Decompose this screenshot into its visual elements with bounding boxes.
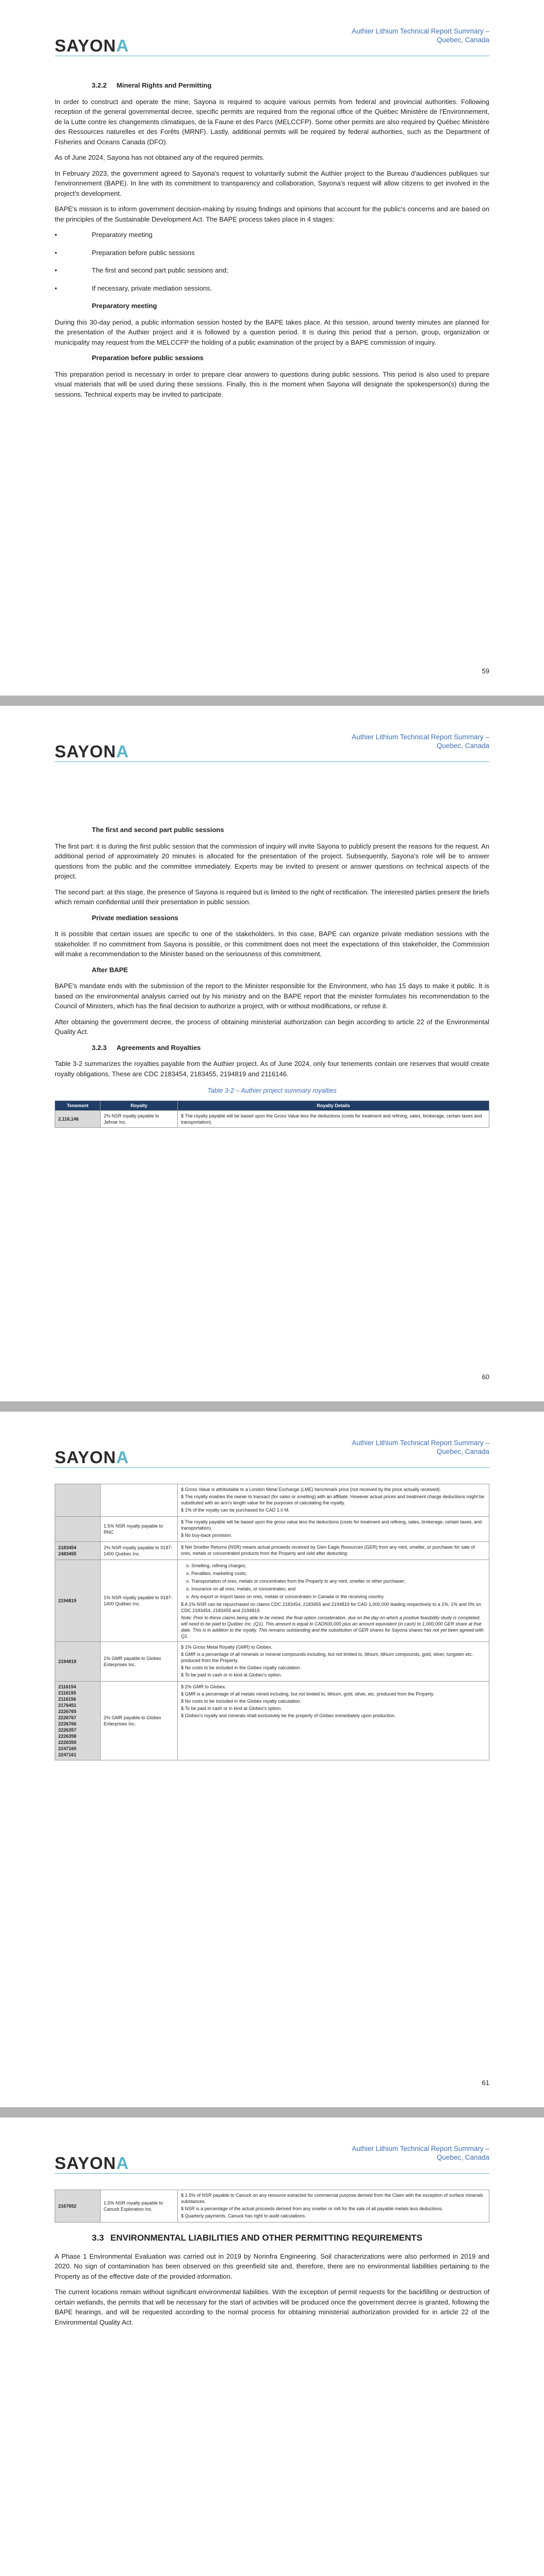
paragraph: It is possible that certain issues are specific to one of the stakeholders. In this case, BAPE can organize private mediation sessions with the stakeholder. If no commitment from Sayona is possible, or this commitment does not meet the expectations of this stakeholder, the Commission will make a recommendation to the Minister based on the seriousness of this commitment. [55, 930, 489, 958]
royalty-cell: 2% NSR royalty payable to 9187-1400 Québec Inc. [101, 1542, 178, 1560]
table-row [55, 1682, 489, 1760]
page-60 [0, 706, 544, 1401]
table-row [55, 1542, 489, 1560]
page-62 [0, 2117, 544, 2576]
page-header [0, 1412, 544, 1473]
table-row [55, 1560, 489, 1642]
paragraph: BAPE's mission is to inform government decision-making by issuing findings and opinions that account for the public's concerns and are based on the principles of the Sustainable Development Act. The BAPE process takes place in 4 stages: [55, 205, 489, 223]
paragraph: During this 30-day period, a public information session hosted by the BAPE takes place. At this session, around twenty minutes are planned for the presentation of the Authier project and it is followed by a question period. It is during this period that a person, group, organization or municipality may request from the MELCCFP the holding of a public examination of the project by a BAPE commission of inquiry. [55, 318, 489, 346]
details-cell: o. Smelting, refining charges; o. Penalties, marketing costs; o. Transportation of ores, metals or concentrates from the Property to any mint, smelter or other purchaser; o. Insurance on all ores, metals, or concentrates; and o. Any export or import taxes on ores, metals or concentrates in Canada or the receiving country. $ A 1% NSR can be repurchased on claims CDC 2183454, 2183455 and 2194819 for CAD 1,000,000 leading respectively to a 1%, 1% and 0% on CDC 2183454, 2183455 and 2194819. Note: Prior to these claims being able to be mined, the final option consideration, due on the day on which a positive feasibility study is completed, will need to be paid to Québec Inc. (Q1). This amount is equal to CAD500,000 plus an amount equivalent (in cash) to 1,000,000 GER share at that date. This is in addition to the royalty. This remains outstanding and the substitution of GER shares for Sayona shares has not yet been agreed with Q1. [178, 1560, 489, 1642]
table-header-row [55, 1100, 489, 1110]
report-title: Authier Lithium Technical Report Summary – Quebec, Canada [352, 2145, 489, 2161]
details-cell: $ 2% GMR to Globex. $ GMR is a percentage of all metals mined including, but not limited to, lithium, gold, silver, etc. produced from the Property. $ No costs to be included in the Globex royalty calculation. $ To be paid in cash or in kind at Globex's option. $ Globex's royalty and minerals shall exclusively be the property of Globex immediately upon production. [178, 1682, 489, 1760]
tenement-cell: 2183454 2483455 [55, 1542, 101, 1560]
page-header [0, 2117, 544, 2179]
sayona-logo: SAYONA [55, 2154, 129, 2173]
page-content [55, 822, 489, 1128]
page-59 [0, 0, 544, 696]
page-number: 61 [482, 2079, 489, 2087]
section-heading: 3.2.2 Mineral Rights and Permitting [92, 81, 212, 89]
royalty-cell: 1.5% NSR royalty payable to RNC [101, 1517, 178, 1542]
tenement-cell: 2167652 [55, 2190, 101, 2223]
paragraph: A Phase 1 Environmental Evaluation was carried out in 2019 by Norinfra Engineering. Soil characterizations were also performed in 2019 and 2020. No sign of contamination has been observed on this greenfield site and, therefore, there are no environmental liabilities pertaining to the Property as of the effective date of the provided information. [55, 2252, 489, 2280]
page-header [0, 0, 544, 62]
sayona-logo: SAYONA [55, 742, 129, 761]
details-cell: $ Net Smelter Returns (NSR) means actual proceeds received by Glen Eagle Resources (GER) from any mint, smelter, or purchaser for sale of ores, metals or concentrated products from the Property and sold after deducting: [178, 1542, 489, 1560]
header-divider [55, 2173, 489, 2174]
royalty-cell: 1% NSR royalty payable to 9187-1400 Québec Inc. [101, 1560, 178, 1642]
table-row [55, 2190, 489, 2223]
royalty-cell [101, 1484, 178, 1517]
header-divider [55, 761, 489, 762]
page-number: 59 [482, 667, 489, 675]
details-cell: $ The royalty payable will be based upon the gross value less the deductions (costs for treatment and refining, sales, brokerage, certain taxes, and transportation). $ No buy-back provision. [178, 1517, 489, 1542]
details-cell: $ 1.5% of NSR payable to Canuck on any resource extracted for commercial purpose derived from the Claim with the exception of surface minerals substances. $ NSR is a percentage of the actual proceeds derived from any smelter or mill for the sale of all payable metals less deductions. $ Quarterly payments. Canuck has right to audit calculations. [178, 2190, 489, 2223]
page-number: 60 [482, 1373, 489, 1381]
page-61 [0, 1412, 544, 2107]
tenement-cell: 2,116,146 [55, 1110, 101, 1127]
tenement-cell [55, 1484, 101, 1517]
paragraph: The current locations remain without significant environmental liabilities. With the exception of permit requests for the backfilling or destruction of certain wetlands, the permits that will be necessary for the start of activities will be produced once the government decree is granted, following the BAPE hearings, and will be requested according to the normal process for obtaining ministerial authorization provided for in article 22 of the Environmental Quality Act. [55, 2288, 489, 2326]
tenement-cell [55, 1517, 101, 1542]
page-content [55, 77, 489, 405]
table-caption: Table 3-2 – Authier project summary royalties [207, 1087, 337, 1094]
list-item: • The first and second part public sessions and; [55, 265, 489, 276]
paragraph: In order to construct and operate the mine, Sayona is required to acquire various permits from federal and provincial authorities. Following reception of the general governmental decree, specific permits are required from the regional office of the Québec Ministère de l'Environnement, de la Lutte contre les changements climatiques, de la Faune et des Parcs (MELCCFP). Some other permits are also required by Québec Ministère des Ressources naturelles et des Forêts (MRNF). Lastly, additional permits will be required by federal authorities, such as the Department of Fisheries and Oceans Canada (DFO). [55, 97, 489, 146]
column-header: Royalty Details [178, 1100, 489, 1110]
section-heading: 3.3 ENVIRONMENTAL LIABILITIES AND OTHER PERMITTING REQUIREMENTS [92, 2233, 423, 2243]
report-title: Authier Lithium Technical Report Summary – Quebec, Canada [352, 1439, 489, 1455]
paragraph: Table 3-2 summarizes the royalties payable from the Authier project. As of June 2024, only four tenements contain ore reserves that would create royalty obligations. These are CDC 2183454, 2183455, 2194819 and 2116146. [55, 1060, 489, 1078]
column-header: Royalty [101, 1100, 178, 1110]
paragraph: In February 2023, the government agreed to Sayona's request to voluntarily submit the Authier project to the Bureau d'audiences publiques sur l'environnement (BAPE). In line with its commitment to transparency and collaboration, Sayona's request will allow citizens to get involved in the project's development. [55, 169, 489, 197]
table-row [55, 1517, 489, 1542]
paragraph: BAPE's mandate ends with the submission of the report to the Minister responsible for the Environment, who has 15 days to make it public. It is based on the environmental analysis carried out by his ministry and on the BAPE report that the minister formulates his recommendation to the Council of Ministers, which has the final decision to authorize a project, with or without modifications, or refuse it. [55, 982, 489, 1010]
royalty-table-continued [55, 1484, 489, 1760]
table-row [55, 1484, 489, 1517]
royalty-table-continued [55, 2190, 489, 2223]
bape-stages-list [55, 230, 489, 293]
royalty-cell: 1.5% NSR royalty payable to Canuck Exploration Inc. [101, 2190, 178, 2223]
paragraph: The first part: it is during the first public session that the commission of inquiry will invite Sayona to publicly present the reasons for the request. An additional period of approximately 20 minutes is allocated for the presentation of the project. Subsequently, Sayona's role will be to answer questions from the public and the committee immediately. Experts may be invited to present or answer questions on technical aspects of the project. [55, 842, 489, 880]
subheading: Preparation before public sessions [92, 354, 204, 362]
paragraph: After obtaining the government decree, the process of obtaining ministerial authorization can begin according to article 22 of the Environmental Quality Act. [55, 1018, 489, 1036]
page-content [55, 1484, 489, 1760]
royalty-cell: 1% GMR payable to Globex Enterprises Inc. [101, 1642, 178, 1682]
subheading: After BAPE [92, 965, 128, 974]
table-row [55, 1110, 489, 1127]
paragraph: As of June 2024, Sayona has not obtained any of the required permits. [55, 154, 265, 161]
royalty-table [55, 1100, 489, 1128]
subheading: The first and second part public sessions [92, 826, 224, 834]
report-title: Authier Lithium Technical Report Summary – Quebec, Canada [352, 27, 489, 44]
page-content [55, 2190, 489, 2333]
page-header [0, 706, 544, 768]
details-cell: $ 1% Gross Metal Royalty (GMR) to Globex. $ GMR is a percentage of all minerals or mineral compounds including, but not limited to, lithium, lithium compounds, gold, silver, tungsten etc. produced from the Property. $ No costs to be included in the Globex royalty calculation. $ To be paid in cash or in kind at Globex's option. [178, 1642, 489, 1682]
subheading: Preparatory meeting [92, 302, 157, 310]
section-heading: 3.2.3 Agreements and Royalties [92, 1043, 201, 1052]
paragraph: The second part: at this stage, the presence of Sayona is required but is limited to the right of rectification. The interested parties present the briefs which remain confidential until their presentation in public session. [55, 888, 489, 906]
sayona-logo: SAYONA [55, 36, 129, 55]
royalty-cell: 2% NSR royalty payable to Jefmar Inc. [101, 1110, 178, 1127]
royalty-cell: 2% GMR payable to Globex Enterprises Inc. [101, 1682, 178, 1760]
column-header: Tenement [55, 1100, 101, 1110]
sayona-logo: SAYONA [55, 1448, 129, 1467]
table-row [55, 1642, 489, 1682]
paragraph: This preparation period is necessary in order to prepare clear answers to questions during public sessions. This period is also used to prepare visual materials that will be used during these sessions. Finally, this is the moment when Sayona will designate the spokesperson(s) during the sessions. Technical experts may be invited to participate. [55, 370, 489, 398]
details-cell: $ Gross Value is attributable to a London Metal Exchange (LME) benchmark price (not received by the price actually received). $ The royalty enables the owner to transact (for sales or smelting) with an affiliate. However actual prices and treatment charge deductions might be substituted with an arm's length value for the purposes of calculating the royalty. $ 1% of the royalty can be purchased for CAD 1.0 M. [178, 1484, 489, 1517]
tenement-cell: 2194819 [55, 1642, 101, 1682]
list-item: • If necessary, private mediation sessions. [55, 283, 489, 294]
details-cell: $ The royalty payable will be based upon the Gross Value less the deductions (costs for treatment and refining, sales, brokerage, certain taxes and transportation). [178, 1110, 489, 1127]
list-item: • Preparation before public sessions [55, 248, 489, 258]
header-divider [55, 1467, 489, 1468]
tenement-cell: 2116154 2116155 2116156 2176451 2226765 2226767 2226766 2226357 2226358 2226359 2247160 2247161 [55, 1682, 101, 1760]
tenement-cell: 2194819 [55, 1560, 101, 1642]
report-title: Authier Lithium Technical Report Summary – Quebec, Canada [352, 733, 489, 750]
subheading: Private mediation sessions [92, 913, 178, 922]
list-item: • Preparatory meeting [55, 230, 489, 240]
